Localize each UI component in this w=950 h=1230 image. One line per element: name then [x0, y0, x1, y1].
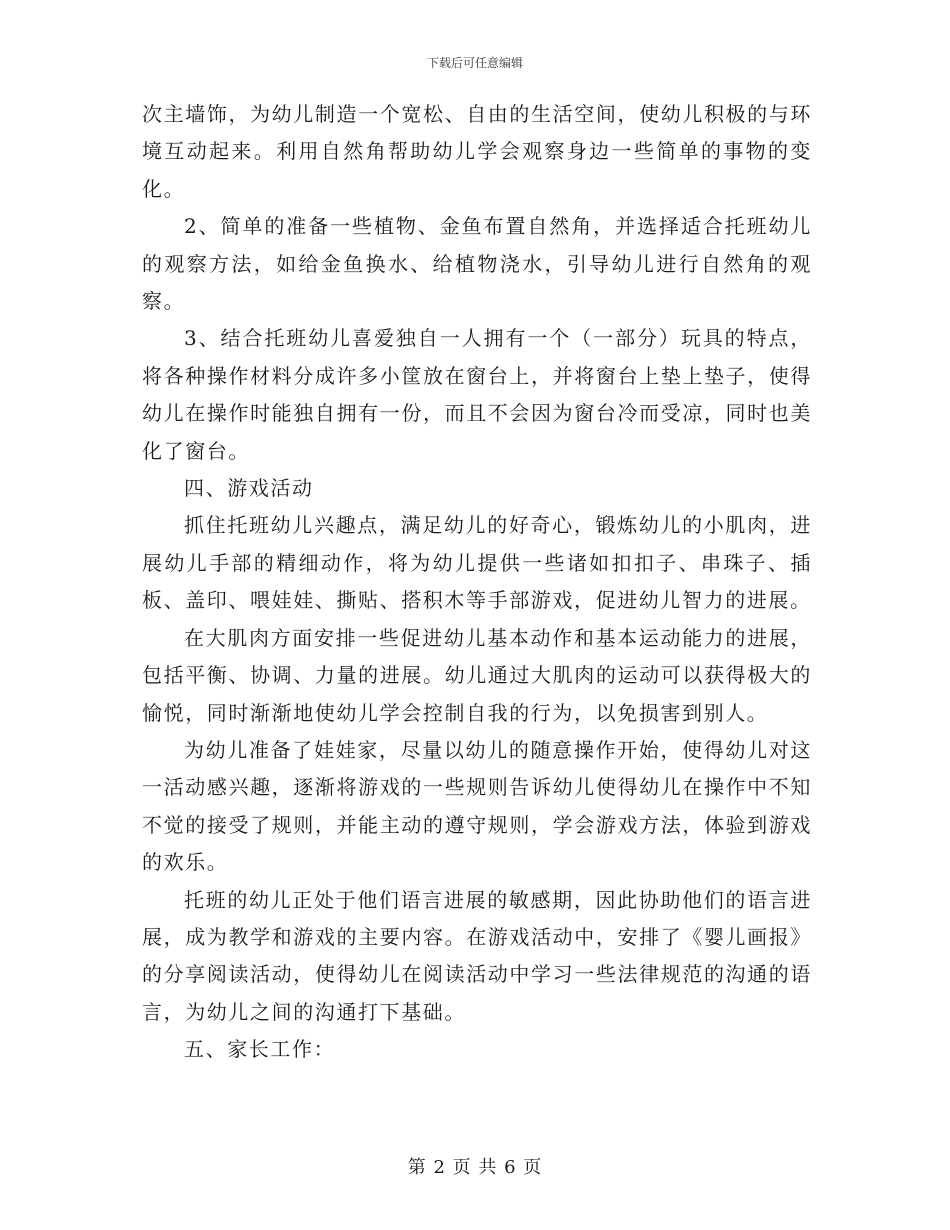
section-heading: 四、游戏活动: [184, 476, 314, 501]
paragraph: 为幼儿准备了娃娃家，尽量以幼儿的随意操作开始，使得幼儿对这一活动感兴趣，逐渐将游戏的一些规则告诉幼儿使得幼儿在操作中不知不觉的接受了规则，并能主动的遵守规则，学会游戏方法，体验到游戏的欢乐。: [142, 737, 812, 875]
section-heading: 五、家长工作：: [184, 1037, 336, 1062]
paragraph: 3、结合托班幼儿喜爱独自一人拥有一个（一部分）玩具的特点，将各种操作材料分成许多小筐放在窗台上，并将窗台上垫上垫子，使得幼儿在操作时能独自拥有一份，而且不会因为窗台冷而受凉，同时也美化了窗台。: [142, 326, 812, 463]
paragraph: 抓住托班幼儿兴趣点，满足幼儿的好奇心，锻炼幼儿的小肌肉，进展幼儿手部的精细动作，将为幼儿提供一些诸如扣扣子、串珠子、插板、盖印、喂娃娃、撕贴、搭积木等手部游戏，促进幼儿智力的进展。: [142, 513, 812, 613]
document-body: [142, 96, 812, 1069]
page-number: 第 2 页 共 6 页: [407, 1157, 543, 1178]
paragraph: 在大肌肉方面安排一些促进幼儿基本动作和基本运动能力的进展，包括平衡、协调、力量的进展。幼儿通过大肌肉的运动可以获得极大的愉悦，同时渐渐地使幼儿学会控制自我的行为，以免损害到别人。: [142, 625, 812, 725]
paragraph: 2、简单的准备一些植物、金鱼布置自然角，并选择适合托班幼儿的观察方法，如给金鱼换水、给植物浇水，引导幼儿进行自然角的观察。: [142, 214, 812, 314]
page-header-note: 下载后可任意编辑: [426, 56, 523, 70]
paragraph: 次主墙饰，为幼儿制造一个宽松、自由的生活空间，使幼儿积极的与环境互动起来。利用自然角帮助幼儿学会观察身边一些简单的事物的变化。: [142, 102, 812, 201]
paragraph: 托班的幼儿正处于他们语言进展的敏感期，因此协助他们的语言进展，成为教学和游戏的主要内容。在游戏活动中，安排了《婴儿画报》的分享阅读活动，使得幼儿在阅读活动中学习一些法律规范的沟通的语言，为幼儿之间的沟通打下基础。: [142, 887, 812, 1024]
